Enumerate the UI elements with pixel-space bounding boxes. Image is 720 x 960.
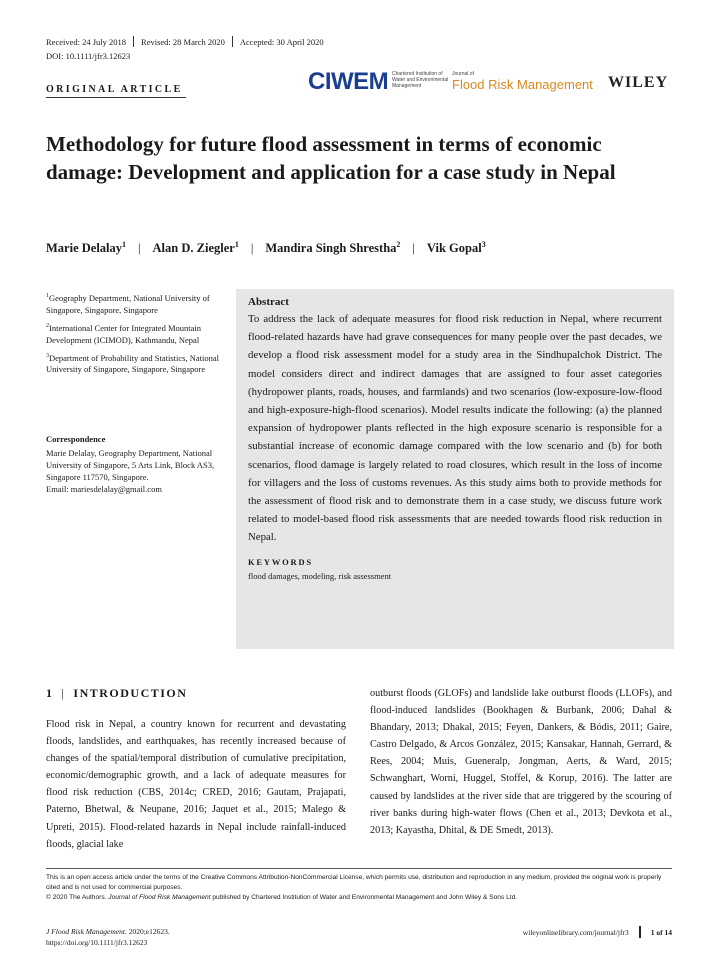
citation-line: J Flood Risk Management. 2020;e12623. (46, 927, 170, 936)
ciwem-logo: CIWEM (308, 68, 389, 95)
article-type-rule (46, 97, 186, 98)
author-affiliation-mark: 1 (122, 240, 127, 249)
citation-info (46, 926, 170, 948)
affiliation-item: $^3$Department of Probability and Statistics, National University of Singapore, Singapore, Singapore (46, 352, 219, 375)
license-note: This is an open access article under the terms of the Creative Commons Attribution-NonCommercial License, which permits use, distribution and reproduction in any medium, provided the original work is properly cited and is not used for commercial purposes. (46, 874, 662, 891)
author-affiliation-mark: 2 (396, 240, 401, 249)
date-divider (133, 36, 134, 47)
author-separator: | (412, 241, 415, 256)
abstract-text: To address the lack of adequate measures for flood risk reduction in Nepal, where recurrent flood-related hazards have had grave consequences for many people over the past decades, we develop a flood risk assessment model for a study area in the Sindhupalchok District. The model considers direct and indirect damages that are assigned to four asset categories (hydropower plants, roads, houses, and farmlands) and two scenarios (low-exposure-low-flood and high-exposure-high-flood scenarios). Model results indicate the following: (a) the planned expansion of hydropower plants reflected in the high exposure scenario is responsible for a substantial increase of economic damage compared with the low scenario and (b) for both scenarios, flood damage is largely related to road closures, which result in the loss of income for villagers and the loss of customs revenues. As this study aims both to provide methods for the assessment of flood risk and to demonstrate them in a case study, we discuss future work related to model-based flood risk assessments that are needed towards flood risk reduction in Nepal. (248, 313, 662, 544)
author-name[interactable]: Mandira Singh Shrestha$^2$ (265, 240, 401, 256)
date-divider (232, 36, 233, 47)
ciwem-logo-subtitle: Chartered Institution of Water and Environmental Management (392, 71, 449, 89)
section-separator: | (61, 686, 66, 700)
footer-rule (46, 868, 672, 869)
keywords-heading: KEYWORDS (248, 556, 313, 567)
body-column-left: Flood risk in Nepal, a country known for recurrent and devastating floods, landslides, and earthquakes, has recently increased because of changes of the spatial/temporal distribution of cumulative precipitation, economic/demographic growth, and a lack of adequate measures for flood risk reduction (CBS, 2014c; CRED, 2016; Gautam, Prajapati, Paterno, Bhetwal, & Neupane, 2016; Jaquet et al., 2015; Malego & Upreti, 2015). Flood-related hazards in Nepal include rainfall-induced floods, glacial lake (46, 719, 346, 850)
author-name[interactable]: Marie Delalay$^1$ (46, 240, 127, 256)
abstract-box (236, 289, 674, 649)
affiliations (46, 290, 232, 379)
wiley-logo: WILEY (608, 74, 669, 91)
author-list (46, 240, 486, 256)
section-number: 1 (46, 686, 54, 700)
author-affiliation-mark: 1 (234, 240, 239, 249)
author-name[interactable]: Alan D. Ziegler$^1$ (152, 240, 239, 256)
correspondence-email[interactable]: Email: mariesdelalay@gmail.com (46, 484, 162, 494)
page-divider (639, 926, 641, 938)
article-title: Methodology for future flood assessment in terms of economic damage: Development and application for a case study in Nepal (46, 132, 616, 184)
revised-date: Revised: 28 March 2020 (141, 36, 225, 47)
page-number: 1 of 14 (650, 927, 672, 937)
footer-notes (46, 873, 672, 903)
keywords-list: flood damages, modeling, risk assessment (248, 570, 392, 581)
article-doi[interactable]: DOI: 10.1111/jfr3.12623 (46, 51, 131, 61)
journal-of-label: Journal of (452, 71, 474, 77)
correspondence-address: Marie Delalay, Geography Department, National University of Singapore, 5 Arts Link, Block AS3, Singapore 117570, Singapore. (46, 448, 215, 482)
author-separator: | (250, 241, 254, 256)
author-affiliation-mark: 3 (481, 240, 486, 249)
citation-url[interactable]: https://doi.org/10.1111/jfr3.12623 (46, 938, 148, 947)
copyright-note: © 2020 The Authors. Journal of Flood Risk Management published by Chartered Institution of Water and Environmental Management and John Wiley & Sons Ltd. (46, 894, 518, 901)
body-column-right: outburst floods (GLOFs) and landslide lake outburst floods (LLOFs), and flood-induced landslides (Bookhagen & Burbank, 2006; Dahal & Bhandary, 2013; Dhakal, 2015; Feyen, Dankers, & Bódis, 2011; Gaire, Castro Delgado, & Arcos González, 2015; Kansakar, Hannah, Gerrard, & Rees, 2004; Muis, Gueneralp, Jongman, Aerts, & Ward, 2015; Schwanghart, Worni, Huggel, Stoffel, & Korup, 2016). The latter are caused by landslides at the river side that are triggered by the scouring of river banks during high-water flows (Chen et al., 2013; Devkota et al., 2013; Kayastha, Dhital, & DE Smedt, 2013). (370, 688, 672, 836)
author-name[interactable]: Vik Gopal$^3$ (426, 240, 486, 256)
received-date: Received: 24 July 2018 (46, 36, 127, 47)
page-info (523, 926, 672, 938)
abstract-heading: Abstract (248, 296, 289, 308)
author-separator: | (138, 241, 141, 256)
affiliation-item: $^2$International Center for Integrated Mountain Development (ICIMOD), Kathmandu, Nepal (46, 322, 201, 345)
journal-name-logo: Flood Risk Management (452, 77, 593, 92)
journal-site-link[interactable]: wileyonlinelibrary.com/journal/jfr3 (522, 927, 629, 937)
article-type: ORIGINAL ARTICLE (46, 84, 183, 95)
article-dates (46, 36, 324, 47)
section-heading (46, 686, 187, 701)
correspondence-block (46, 447, 232, 495)
section-title: INTRODUCTION (73, 686, 188, 700)
correspondence-heading: Correspondence (46, 434, 106, 444)
accepted-date: Accepted: 30 April 2020 (239, 36, 324, 47)
affiliation-item: $^1$Geography Department, National University of Singapore, Singapore, Singapore (46, 292, 210, 315)
